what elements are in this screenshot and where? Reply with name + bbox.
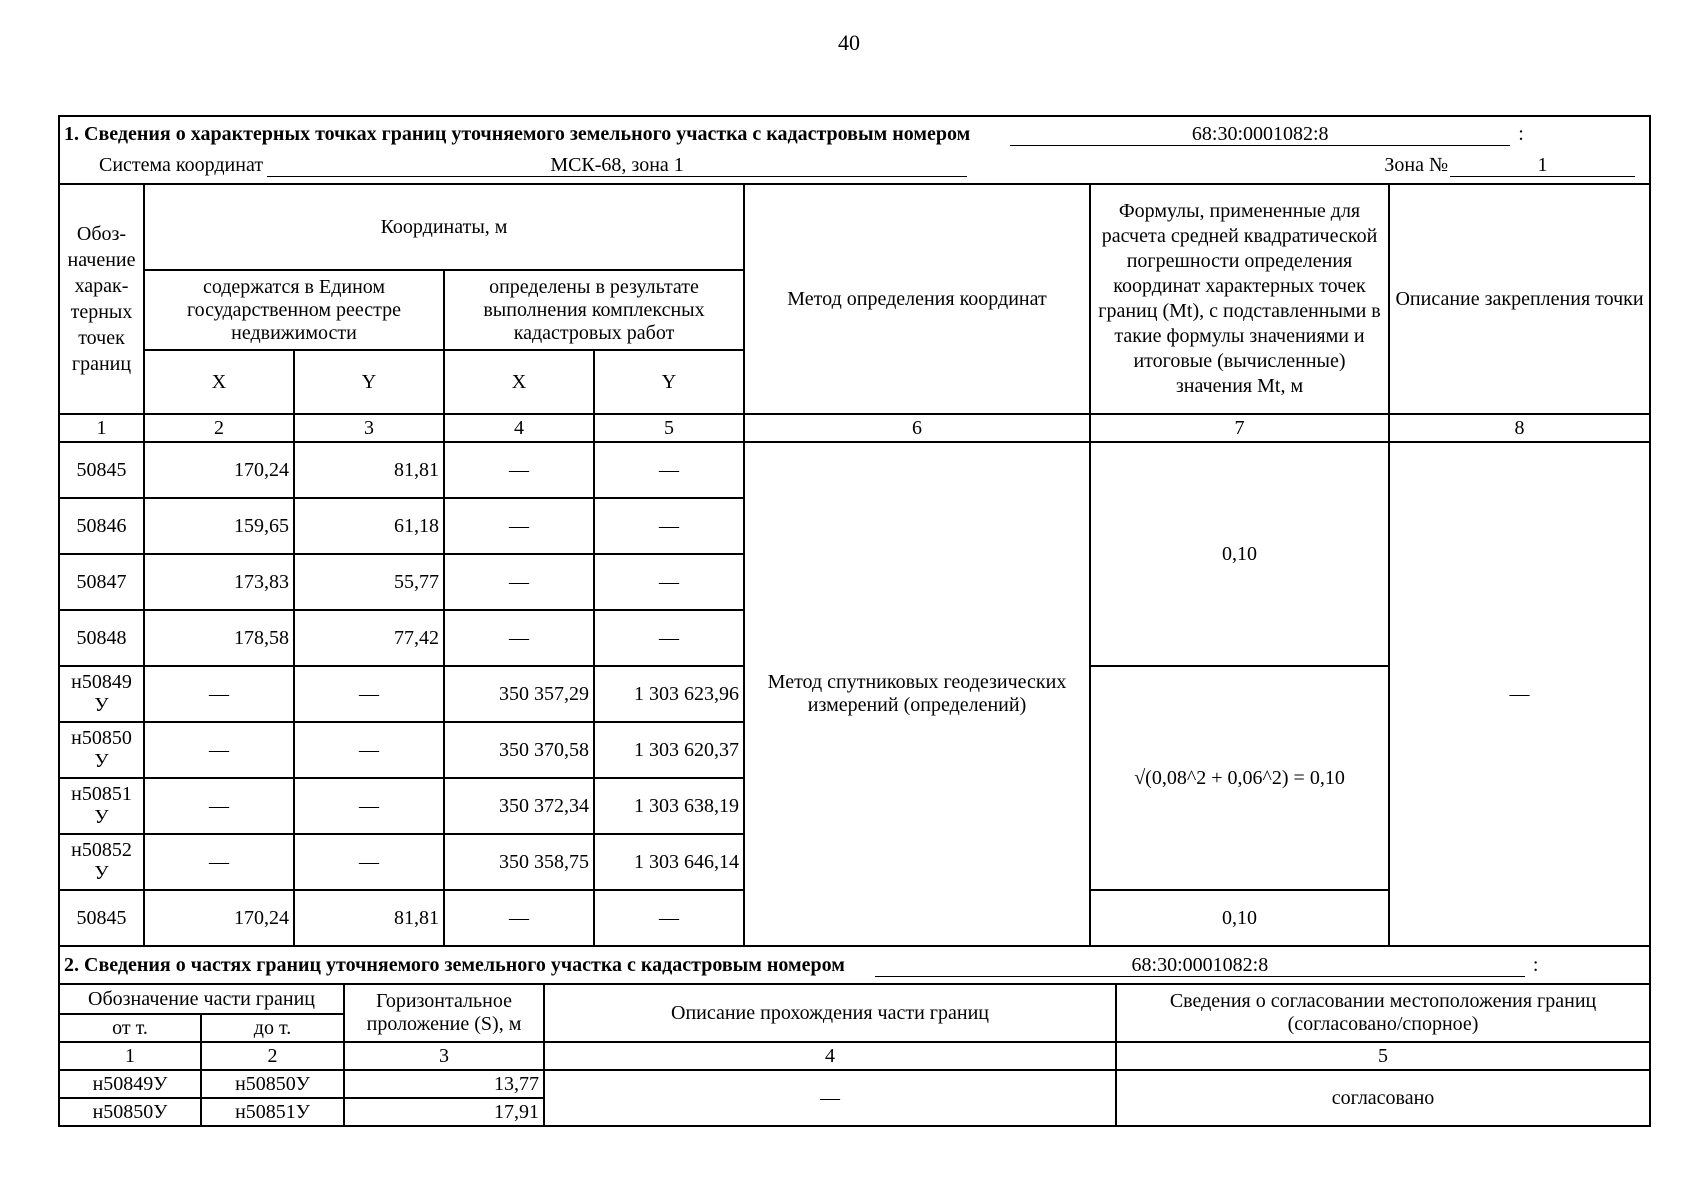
kkr-x: — — [444, 554, 594, 610]
part-from: н50850У — [59, 1098, 201, 1126]
point-designation: 50846 — [59, 498, 144, 554]
cadastral-document — [58, 115, 1649, 1127]
header-part-designation: Обозначение части границ — [59, 984, 344, 1014]
egrn-y: 55,77 — [294, 554, 444, 610]
section2-cadastral-number: 68:30:0001082:8 — [875, 954, 1525, 977]
header-point-designation: Обоз- начение харак- терных точек границ — [59, 184, 144, 414]
col-number: 5 — [1116, 1042, 1650, 1070]
egrn-x: 178,58 — [144, 610, 294, 666]
kkr-x: — — [444, 610, 594, 666]
egrn-y: — — [294, 722, 444, 778]
col-number: 4 — [544, 1042, 1116, 1070]
section2-title: 2. Сведения о частях границ уточняемого земельного участка с кадастровым номером — [64, 953, 845, 976]
col-number: 4 — [444, 414, 594, 442]
zone-label: Зона № — [1384, 153, 1449, 176]
section1-colon: : — [1518, 122, 1524, 145]
egrn-y: 81,81 — [294, 890, 444, 946]
kkr-x: 350 370,58 — [444, 722, 594, 778]
section2-header-row-1 — [59, 984, 1650, 1014]
part-to: н50850У — [201, 1070, 344, 1098]
header-from: от т. — [59, 1014, 201, 1042]
col-number: 2 — [201, 1042, 344, 1070]
part-to: н50851У — [201, 1098, 344, 1126]
egrn-x: — — [144, 778, 294, 834]
col-number: 3 — [344, 1042, 544, 1070]
part-length: 13,77 — [344, 1070, 544, 1098]
header-egrn: содержатся в Едином государственном реестре недвижимости — [144, 270, 444, 350]
header-description: Описание прохождения части границ — [544, 984, 1116, 1042]
point-designation: 50845 — [59, 442, 144, 498]
header-x1: X — [144, 350, 294, 414]
col-number: 2 — [144, 414, 294, 442]
kkr-y: 1 303 623,96 — [594, 666, 744, 722]
egrn-x: — — [144, 722, 294, 778]
header-kkr: определены в результате выполнения комплексных кадастровых работ — [444, 270, 744, 350]
kkr-x: — — [444, 890, 594, 946]
egrn-y: — — [294, 834, 444, 890]
egrn-x: — — [144, 834, 294, 890]
table-row — [59, 1070, 1650, 1098]
header-method: Метод определения координат — [744, 184, 1090, 414]
egrn-x: 159,65 — [144, 498, 294, 554]
section1-title: 1. Сведения о характерных точках границ уточняемого земельного участка с кадастровым номером — [64, 122, 971, 145]
fixation-value: — — [1389, 442, 1650, 946]
coord-system-label: Система координат — [99, 153, 264, 176]
table-row — [59, 442, 1650, 498]
section2-column-numbers-row — [59, 1042, 1650, 1070]
egrn-y: 77,42 — [294, 610, 444, 666]
kkr-y: 1 303 638,19 — [594, 778, 744, 834]
point-designation: н50849 У — [59, 666, 144, 722]
point-designation: н50851 У — [59, 778, 144, 834]
header-to: до т. — [201, 1014, 344, 1042]
point-designation: 50845 — [59, 890, 144, 946]
kkr-y: — — [594, 610, 744, 666]
header-row-1 — [59, 184, 1650, 270]
section1-table — [58, 115, 1651, 947]
kkr-y: 1 303 620,37 — [594, 722, 744, 778]
col-number: 1 — [59, 414, 144, 442]
column-numbers-row — [59, 414, 1650, 442]
page-number: 40 — [838, 30, 860, 55]
egrn-x: 173,83 — [144, 554, 294, 610]
section1-cadastral-number: 68:30:0001082:8 — [1010, 123, 1510, 146]
part-agreement: согласовано — [1116, 1070, 1650, 1126]
kkr-y: — — [594, 442, 744, 498]
egrn-y: — — [294, 778, 444, 834]
egrn-x: — — [144, 666, 294, 722]
section1-title-row — [59, 116, 1650, 151]
part-from: н50849У — [59, 1070, 201, 1098]
kkr-x: 350 357,29 — [444, 666, 594, 722]
col-number: 5 — [594, 414, 744, 442]
header-y1: Y — [294, 350, 444, 414]
header-y2: Y — [594, 350, 744, 414]
mt-group2: √(0,08^2 + 0,06^2) = 0,10 — [1090, 666, 1389, 890]
method-value: Метод спутниковых геодезических измерений (определений) — [744, 442, 1090, 946]
egrn-x: 170,24 — [144, 442, 294, 498]
kkr-x: 350 358,75 — [444, 834, 594, 890]
section2-colon: : — [1532, 953, 1539, 976]
header-coordinates: Координаты, м — [144, 184, 744, 270]
point-designation: 50847 — [59, 554, 144, 610]
header-x2: X — [444, 350, 594, 414]
point-designation: н50852 У — [59, 834, 144, 890]
kkr-x: — — [444, 442, 594, 498]
kkr-x: 350 372,34 — [444, 778, 594, 834]
kkr-y: — — [594, 890, 744, 946]
part-length: 17,91 — [344, 1098, 544, 1126]
col-number: 7 — [1090, 414, 1389, 442]
egrn-y: — — [294, 666, 444, 722]
header-agreement: Сведения о согласовании местоположения границ (согласовано/спорное) — [1116, 984, 1650, 1042]
header-formulas: Формулы, примененные для расчета средней квадратической погрешности определения координат характерных точек границ (Mt), с подставленными в такие формулы значениями и итоговые (вычисленные) значения Mt, м — [1090, 184, 1389, 414]
section2-table — [58, 945, 1651, 1127]
header-horizontal: Горизонтальное проложение (S), м — [344, 984, 544, 1042]
kkr-y: 1 303 646,14 — [594, 834, 744, 890]
egrn-y: 61,18 — [294, 498, 444, 554]
kkr-x: — — [444, 498, 594, 554]
kkr-y: — — [594, 498, 744, 554]
col-number: 6 — [744, 414, 1090, 442]
kkr-y: — — [594, 554, 744, 610]
col-number: 8 — [1389, 414, 1650, 442]
header-fixation: Описание закрепления точки — [1389, 184, 1650, 414]
zone-value: 1 — [1450, 154, 1635, 177]
part-description: — — [544, 1070, 1116, 1126]
coord-system-value: МСК-68, зона 1 — [267, 154, 967, 177]
section2-title-row — [59, 946, 1650, 984]
egrn-y: 81,81 — [294, 442, 444, 498]
section1-coord-row — [59, 151, 1650, 184]
egrn-x: 170,24 — [144, 890, 294, 946]
mt-group1: 0,10 — [1090, 442, 1389, 666]
col-number: 1 — [59, 1042, 201, 1070]
col-number: 3 — [294, 414, 444, 442]
mt-group3: 0,10 — [1090, 890, 1389, 946]
point-designation: 50848 — [59, 610, 144, 666]
point-designation: н50850 У — [59, 722, 144, 778]
